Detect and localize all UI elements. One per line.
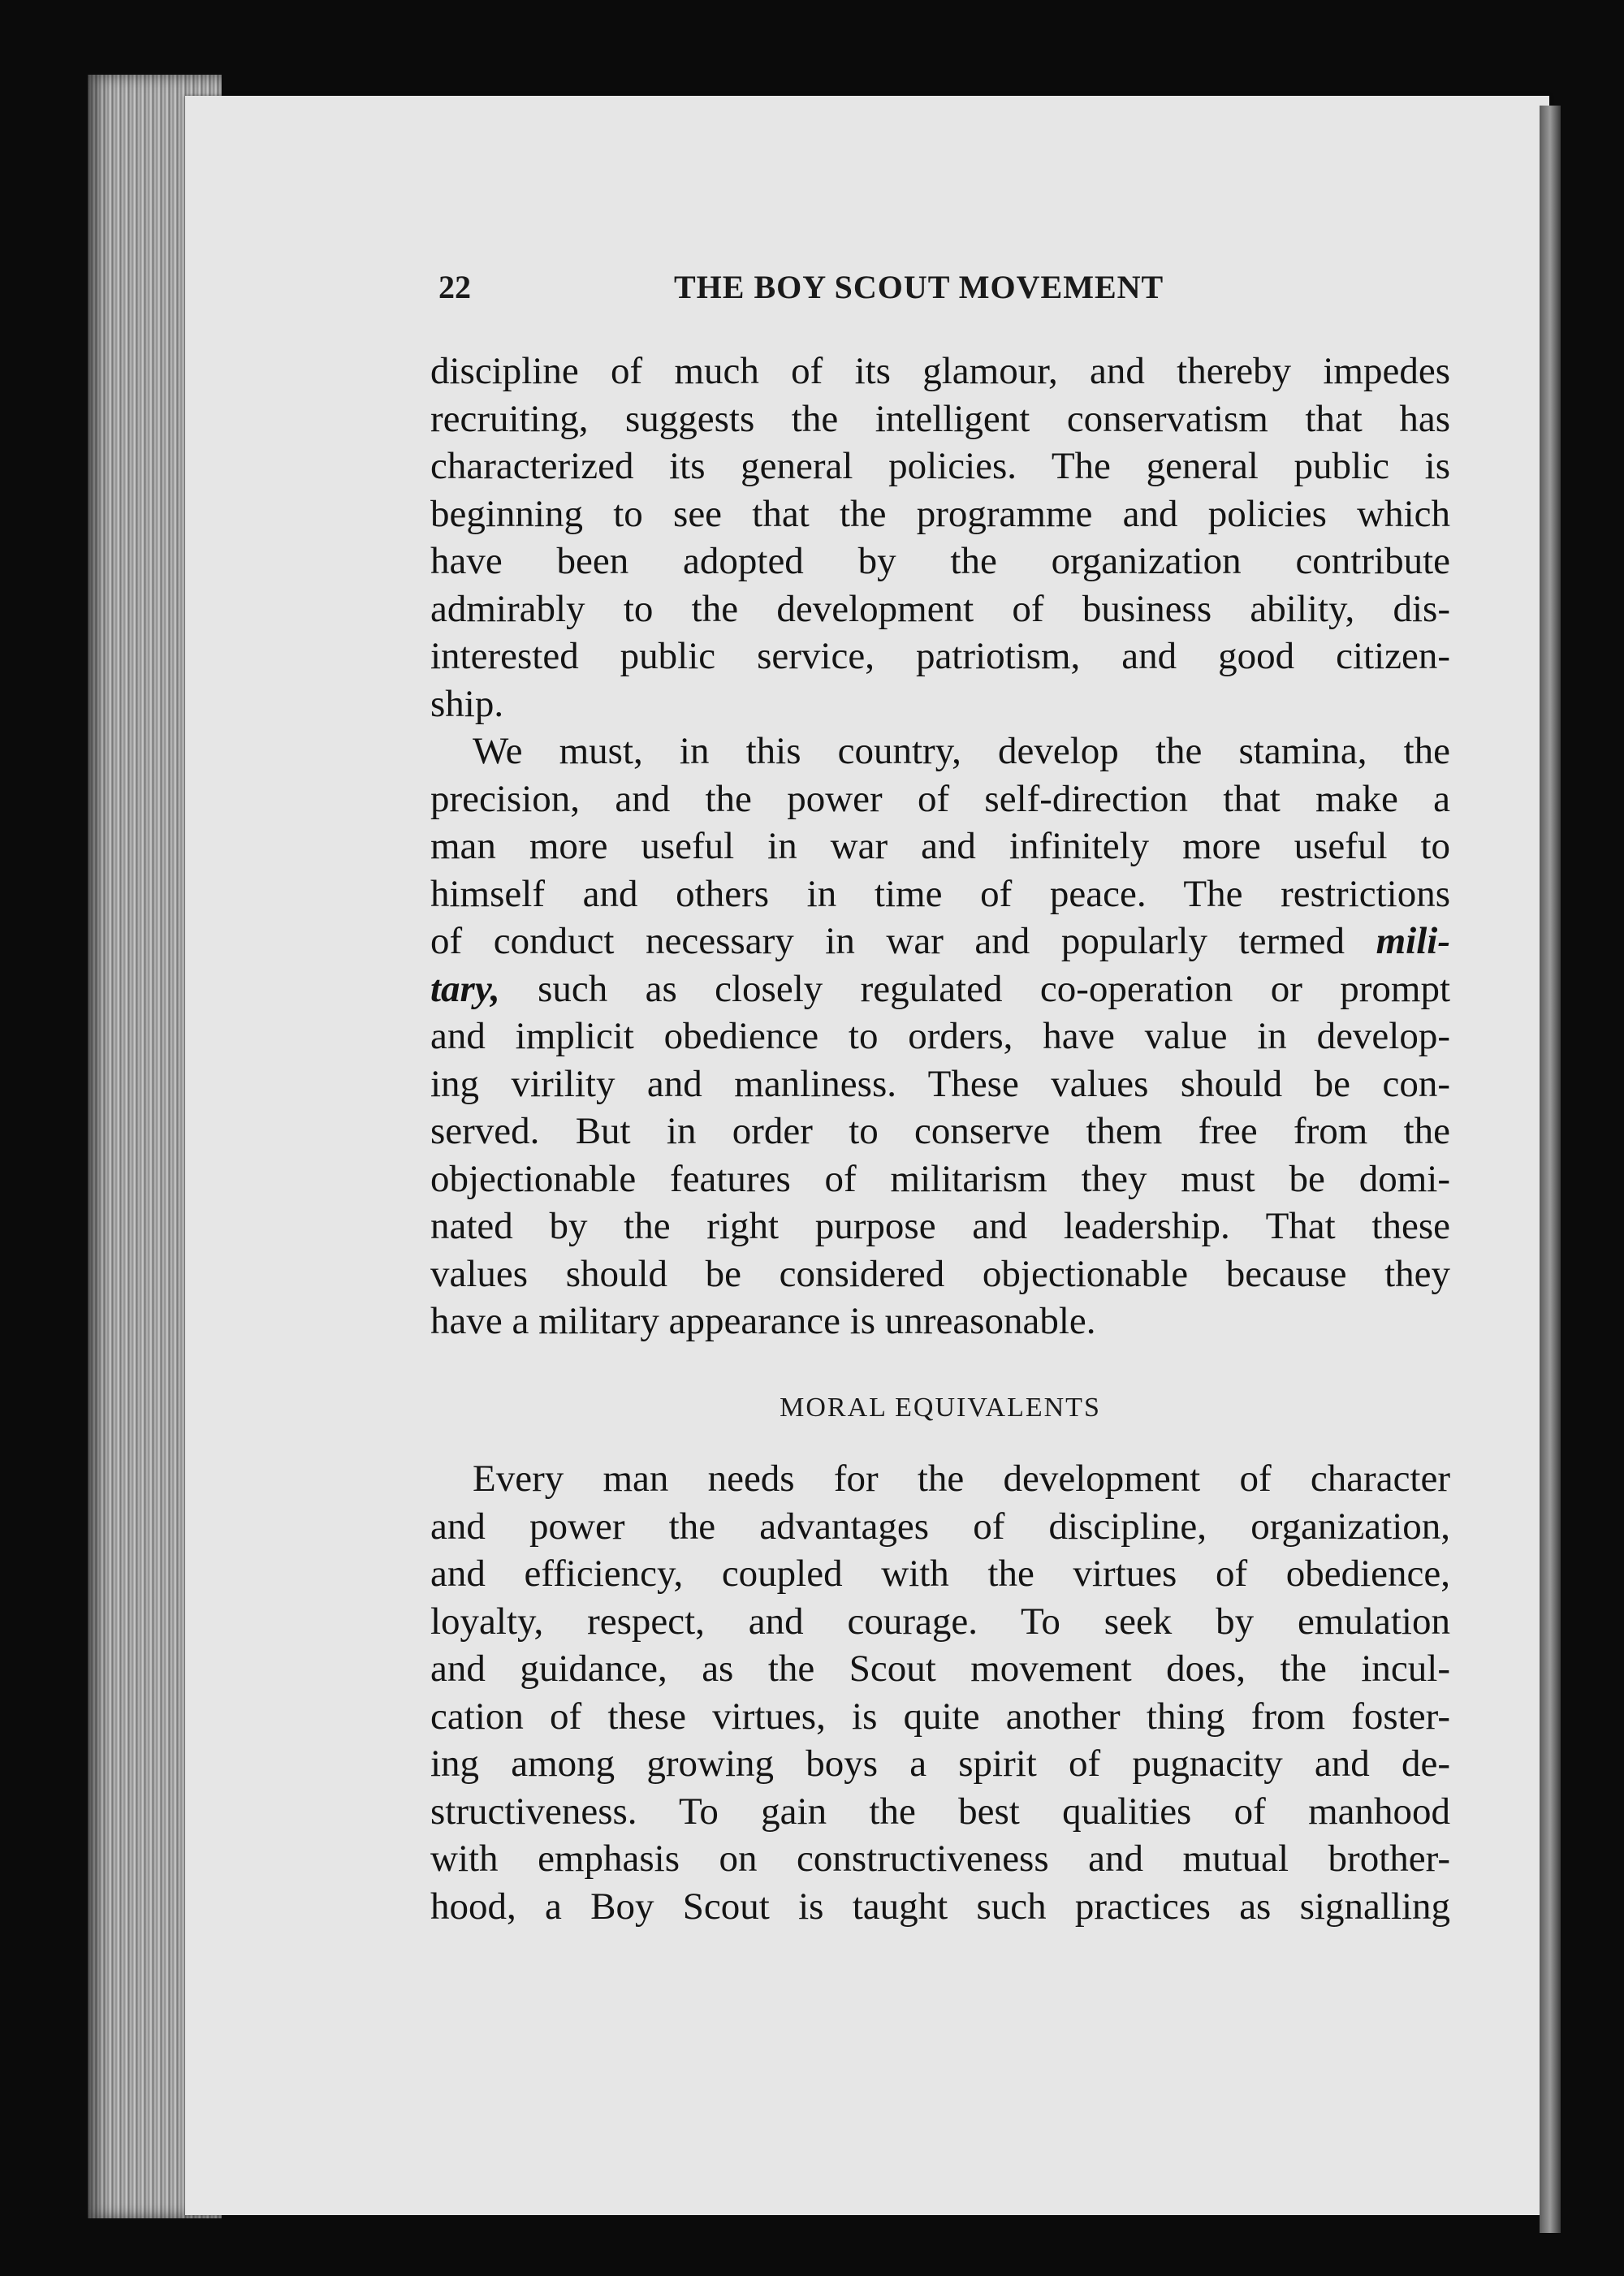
text-line: characterized its general policies. The general public is bbox=[430, 445, 1450, 487]
text-line: and efficiency, coupled with the virtues of obedience, bbox=[430, 1553, 1450, 1595]
italic-word: mili- bbox=[1376, 920, 1450, 962]
text-line: and implicit obedience to orders, have value in develop- bbox=[430, 1015, 1450, 1057]
running-head-title: THE BOY SCOUT MOVEMENT bbox=[674, 269, 1164, 305]
text-line: and power the advantages of discipline, organization, bbox=[430, 1505, 1450, 1548]
text-line: ship. bbox=[430, 682, 504, 725]
text-line: hood, a Boy Scout is taught such practices as signalling bbox=[430, 1885, 1450, 1928]
text-line: cation of these virtues, is quite another thing from foster- bbox=[430, 1695, 1450, 1738]
text-fragment: of conduct necessary in war and popularly termed bbox=[430, 920, 1345, 962]
page-number: 22 bbox=[438, 269, 471, 305]
text-line: We must, in this country, develop the stamina, the bbox=[473, 730, 1450, 772]
text-line: interested public service, patriotism, and good citizen- bbox=[430, 635, 1450, 677]
text-line: precision, and the power of self-direction that make a bbox=[430, 777, 1450, 820]
text-line: discipline of much of its glamour, and thereby impedes bbox=[430, 350, 1450, 392]
running-head bbox=[438, 268, 1458, 317]
text-line: loyalty, respect, and courage. To seek by emulation bbox=[430, 1600, 1450, 1643]
text-line: admirably to the development of business ability, dis- bbox=[430, 587, 1450, 630]
paragraph-1 bbox=[430, 348, 1450, 728]
text-line: recruiting, suggests the intelligent conservatism that has bbox=[430, 397, 1450, 440]
text-line: structiveness. To gain the best qualities of manhood bbox=[430, 1790, 1450, 1833]
text-fragment: such as closely regulated co-operation or prompt bbox=[499, 967, 1450, 1010]
facing-page-edge bbox=[1540, 106, 1561, 2233]
text-line: beginning to see that the programme and policies which bbox=[430, 492, 1450, 535]
text-line bbox=[430, 965, 1450, 1013]
text-line: ing among growing boys a spirit of pugnacity and de- bbox=[430, 1743, 1450, 1785]
text-line: with emphasis on constructiveness and mutual brother- bbox=[430, 1838, 1450, 1880]
text-line: man more useful in war and infinitely more useful to bbox=[430, 825, 1450, 867]
text-line: himself and others in time of peace. The restrictions bbox=[430, 872, 1450, 915]
section-heading: MORAL EQUIVALENTS bbox=[780, 1393, 1101, 1423]
text-line bbox=[430, 918, 1450, 965]
text-line: Every man needs for the development of character bbox=[473, 1458, 1450, 1500]
text-line: ing virility and manliness. These values should be con- bbox=[430, 1062, 1450, 1105]
italic-word: tary, bbox=[430, 967, 500, 1010]
paragraph-2 bbox=[430, 728, 1450, 1345]
text-line: have a military appearance is unreasonable. bbox=[430, 1300, 1096, 1342]
paragraph-3 bbox=[430, 1455, 1450, 1930]
text-line: objectionable features of militarism they must be domi- bbox=[430, 1157, 1450, 1200]
text-line: served. But in order to conserve them free from the bbox=[430, 1110, 1450, 1152]
text-line: and guidance, as the Scout movement does, the incul- bbox=[430, 1648, 1450, 1690]
text-line: nated by the right purpose and leadership. That these bbox=[430, 1205, 1450, 1247]
text-line: have been adopted by the organization contribute bbox=[430, 540, 1450, 582]
text-line: values should be considered objectionable because they bbox=[430, 1252, 1450, 1295]
